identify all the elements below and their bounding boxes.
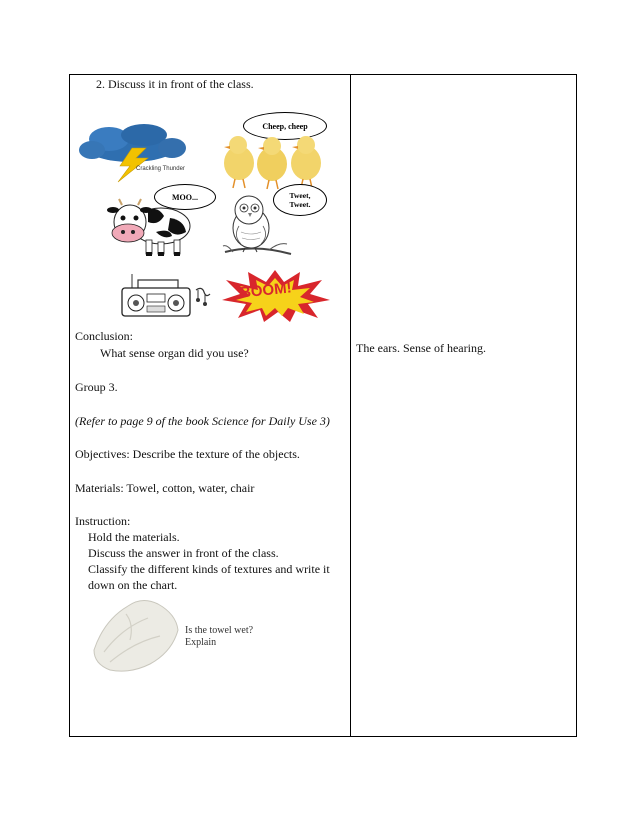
instruction-item: Discuss the answer in front of the class. — [88, 546, 279, 560]
radio-icon — [118, 270, 212, 320]
cow-bubble-text: MOO... — [172, 192, 198, 202]
cow-icon — [104, 198, 194, 258]
instruction-item: Classify the different kinds of textures and write it — [88, 562, 330, 576]
bird-bubble-text-2: Tweet. — [289, 200, 311, 209]
book-reference: (Refer to page 9 of the book Science for Daily Use 3) — [75, 414, 330, 428]
instruction-label: Instruction: — [75, 514, 131, 528]
towel-question: Is the towel wet? — [185, 625, 254, 636]
bird-bubble-text-1: Tweet, — [289, 191, 311, 200]
thunder-cloud-icon — [76, 122, 188, 184]
chicks-icon — [221, 134, 327, 190]
chicks-bubble-text: Cheep, cheep — [262, 121, 308, 131]
bird-icon — [219, 192, 295, 260]
instruction-item: Hold the materials. — [88, 530, 180, 544]
towel-icon — [86, 596, 182, 678]
objectives-text: Objectives: Describe the texture of the objects. — [75, 447, 300, 461]
conclusion-label: Conclusion: — [75, 329, 134, 343]
materials-text: Materials: Towel, cotton, water, chair — [75, 481, 255, 495]
boom-text: BOOM! — [239, 279, 293, 302]
towel-explain: Explain — [185, 637, 217, 648]
group-label: Group 3. — [75, 380, 118, 394]
step-2-text: 2. Discuss it in front of the class. — [96, 77, 254, 91]
thunder-label: Crackling Thunder — [136, 166, 185, 172]
instruction-item: down on the chart. — [88, 578, 178, 592]
answer-text: The ears. Sense of hearing. — [356, 341, 486, 355]
column-divider — [350, 75, 351, 736]
conclusion-question: What sense organ did you use? — [100, 346, 249, 360]
